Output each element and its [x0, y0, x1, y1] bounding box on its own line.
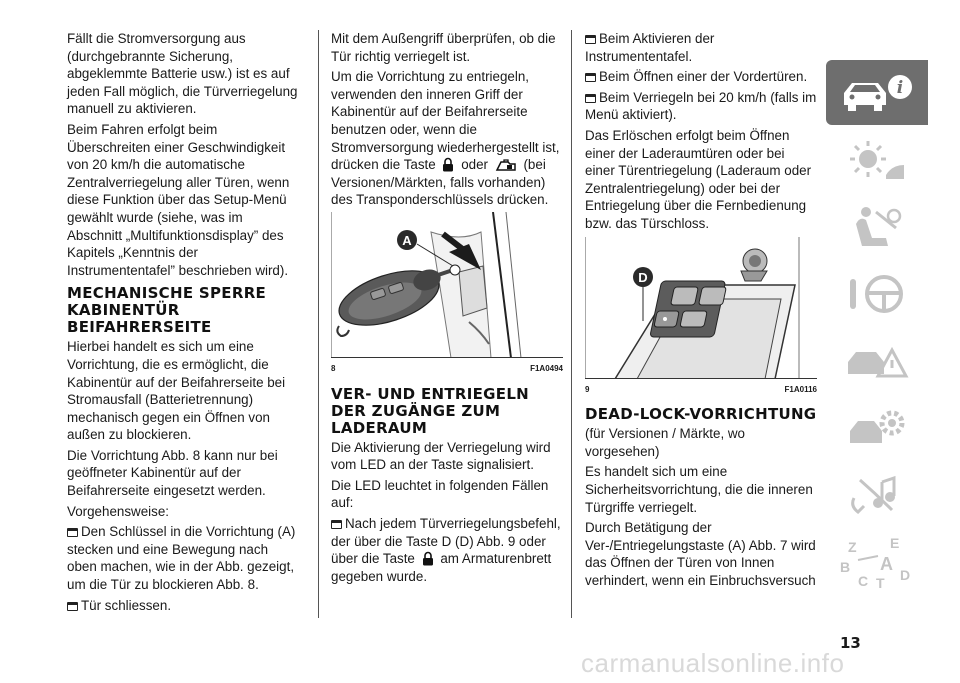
- service-gear-icon: [842, 403, 912, 453]
- page-number: 13: [840, 634, 861, 652]
- paragraph: Fällt die Stromversorgung aus (durchgebrannte Sicherung, abgeklemmte Batterie usw.) ist es auf jeden Fall möglich, die Türverriegelung manuell zu aktivieren.: [67, 31, 298, 117]
- tab-maintenance[interactable]: [826, 395, 928, 460]
- index-letter: Z: [848, 538, 857, 555]
- paragraph: Um die Vorrichtung zu entriegeln, verwenden den inneren Griff der Kabinentür auf der Beifahrerseite benutzen oder, wenn die Stromversorgung wiederhergestellt ist, drücken die Taste oder (bei Versionen/Märkten, falls vorhanden) des Transponderschlüssels drücken.: [331, 69, 560, 208]
- list-item: Tür schliessen.: [67, 597, 299, 615]
- index-letter: E: [890, 534, 900, 551]
- section-heading: VER- UND ENTRIEGELN DER ZUGÄNGE ZUM LADERAUM: [331, 384, 530, 437]
- section-heading: MECHANISCHE SPERRE KABINENTÜR BEIFAHRERSEITE: [67, 284, 267, 337]
- bullet-icon: [67, 528, 78, 537]
- svg-text:i: i: [896, 77, 904, 98]
- figure-caption: [585, 381, 817, 399]
- index-letters-icon: [838, 534, 916, 590]
- watermark: carmanualsonline.info: [581, 648, 845, 678]
- section-heading: DEAD-LOCK-VORRICHTUNG: [585, 405, 817, 424]
- paragraph: Das Erlöschen erfolgt beim Öffnen einer der Laderaumtüren oder bei einer Türentriegelung (Laderaum oder Zentralentriegelung) oder bei der Entriegelung über die Fernbedienung bzw. das Türschloss.: [585, 127, 812, 231]
- index-letter: B: [840, 558, 851, 575]
- list-item: Beim Öffnen einer der Vordertüren.: [585, 68, 817, 86]
- bullet-icon: [331, 520, 342, 529]
- tab-multimedia[interactable]: [826, 462, 928, 527]
- airbag-seat-icon: [842, 202, 912, 252]
- paragraph: Durch Betätigung der Ver-/Entriegelungstaste (A) Abb. 7 wird das Öffnen der Türen von Innen verhindert, wenn ein Einbruchsversuch: [585, 520, 816, 588]
- paragraph: Hierbei handelt es sich um eine Vorrichtung, die es ermöglicht, die Kabinentür auf der Beifahrerseite bei Stromausfall (Batterietrennung) mechanisch gegen ein Öffnen von außen zu blockieren.: [67, 339, 286, 443]
- tab-safety[interactable]: [826, 194, 928, 259]
- list-item: Beim Verriegeln bei 20 km/h (falls im Menü aktiviert).: [585, 89, 817, 123]
- paragraph: Vorgehensweise:: [67, 503, 169, 519]
- text-column-2: [331, 30, 563, 588]
- index-letter: D: [900, 566, 911, 583]
- tab-car-info[interactable]: [826, 60, 928, 125]
- figure-code: F1A0494: [530, 363, 563, 373]
- bullet-icon: [585, 35, 596, 44]
- music-phone-icon: [842, 470, 912, 520]
- paragraph: Es handelt sich um eine Sicherheitsvorrichtung, die die inneren Türgriffe verriegelt.: [585, 464, 813, 515]
- paragraph: Beim Fahren erfolgt beim Überschreiten einer Geschwindigkeit von 20 km/h die automatische Zentralverriegelung aller Türen, wenn diese Funktion über das Setup-Menü gewählt wurde (siehe, was im Abschnitt „Multifunktionsdisplay” des Kapitels „Kenntnis der Instrumententafel” beschrieben wird).: [67, 121, 290, 278]
- bullet-icon: [585, 94, 596, 103]
- paragraph: (für Versionen / Märkte, wo vorgesehen): [585, 426, 746, 459]
- bullet-icon: [585, 73, 596, 82]
- paragraph: Nach jedem Türverriegelungsbefehl, der über die Taste D (D) Abb. 9 oder über die Taste am Armaturenbrett gegeben wurde.: [331, 515, 561, 584]
- tab-index[interactable]: [826, 529, 928, 594]
- door-switch-illustration: [585, 237, 817, 379]
- figure-number: 9: [585, 384, 590, 394]
- tab-driving[interactable]: [826, 261, 928, 326]
- warning-lights-icon: [842, 135, 912, 185]
- car-warning-icon: [842, 336, 912, 386]
- figure-9-door-switch: [585, 237, 817, 379]
- lock-icon: [422, 551, 434, 566]
- lock-icon: [442, 157, 454, 172]
- callout-label: D: [638, 269, 648, 285]
- text-column-3: [585, 30, 817, 592]
- list-item: Den Schlüssel in die Vorrichtung (A) stecken und eine Bewegung nach oben machen, wie in der Abb. gezeigt, um die Tür zu blockieren Abb. 8.: [67, 524, 296, 593]
- callout-label: A: [402, 232, 412, 248]
- bullet-icon: [67, 602, 78, 611]
- paragraph: Mit dem Außengriff überprüfen, ob die Tür richtig verriegelt ist.: [331, 31, 556, 64]
- figure-8-key-lock: [331, 212, 563, 358]
- list-item: Beim Aktivieren der Instrumententafel.: [585, 31, 715, 64]
- tab-emergency[interactable]: [826, 328, 928, 393]
- index-letter: C: [858, 572, 869, 589]
- paragraph: Die LED leuchtet in folgenden Fällen auf:: [331, 477, 549, 511]
- paragraph: Die Aktivierung der Verriegelung wird vom LED an der Taste signalisiert.: [331, 439, 551, 473]
- chapter-tabs: [826, 60, 928, 596]
- figure-caption: [331, 360, 563, 378]
- rear-door-lock-icon: [495, 158, 517, 172]
- steering-wheel-icon: [842, 269, 912, 319]
- column-divider: [571, 30, 572, 618]
- figure-code: F1A0116: [784, 384, 817, 394]
- car-info-icon: [838, 71, 916, 115]
- key-device-illustration: [331, 212, 563, 358]
- tab-warning-lights[interactable]: [826, 127, 928, 192]
- paragraph: Die Vorrichtung Abb. 8 kann nur bei geöffneter Kabinentür auf der Beifahrerseite eingesetzt werden.: [67, 447, 278, 499]
- column-divider: [318, 30, 319, 618]
- figure-number: 8: [331, 363, 336, 373]
- text-column-1: [67, 30, 299, 617]
- index-letter: T: [876, 574, 885, 590]
- index-letter: A: [880, 553, 893, 574]
